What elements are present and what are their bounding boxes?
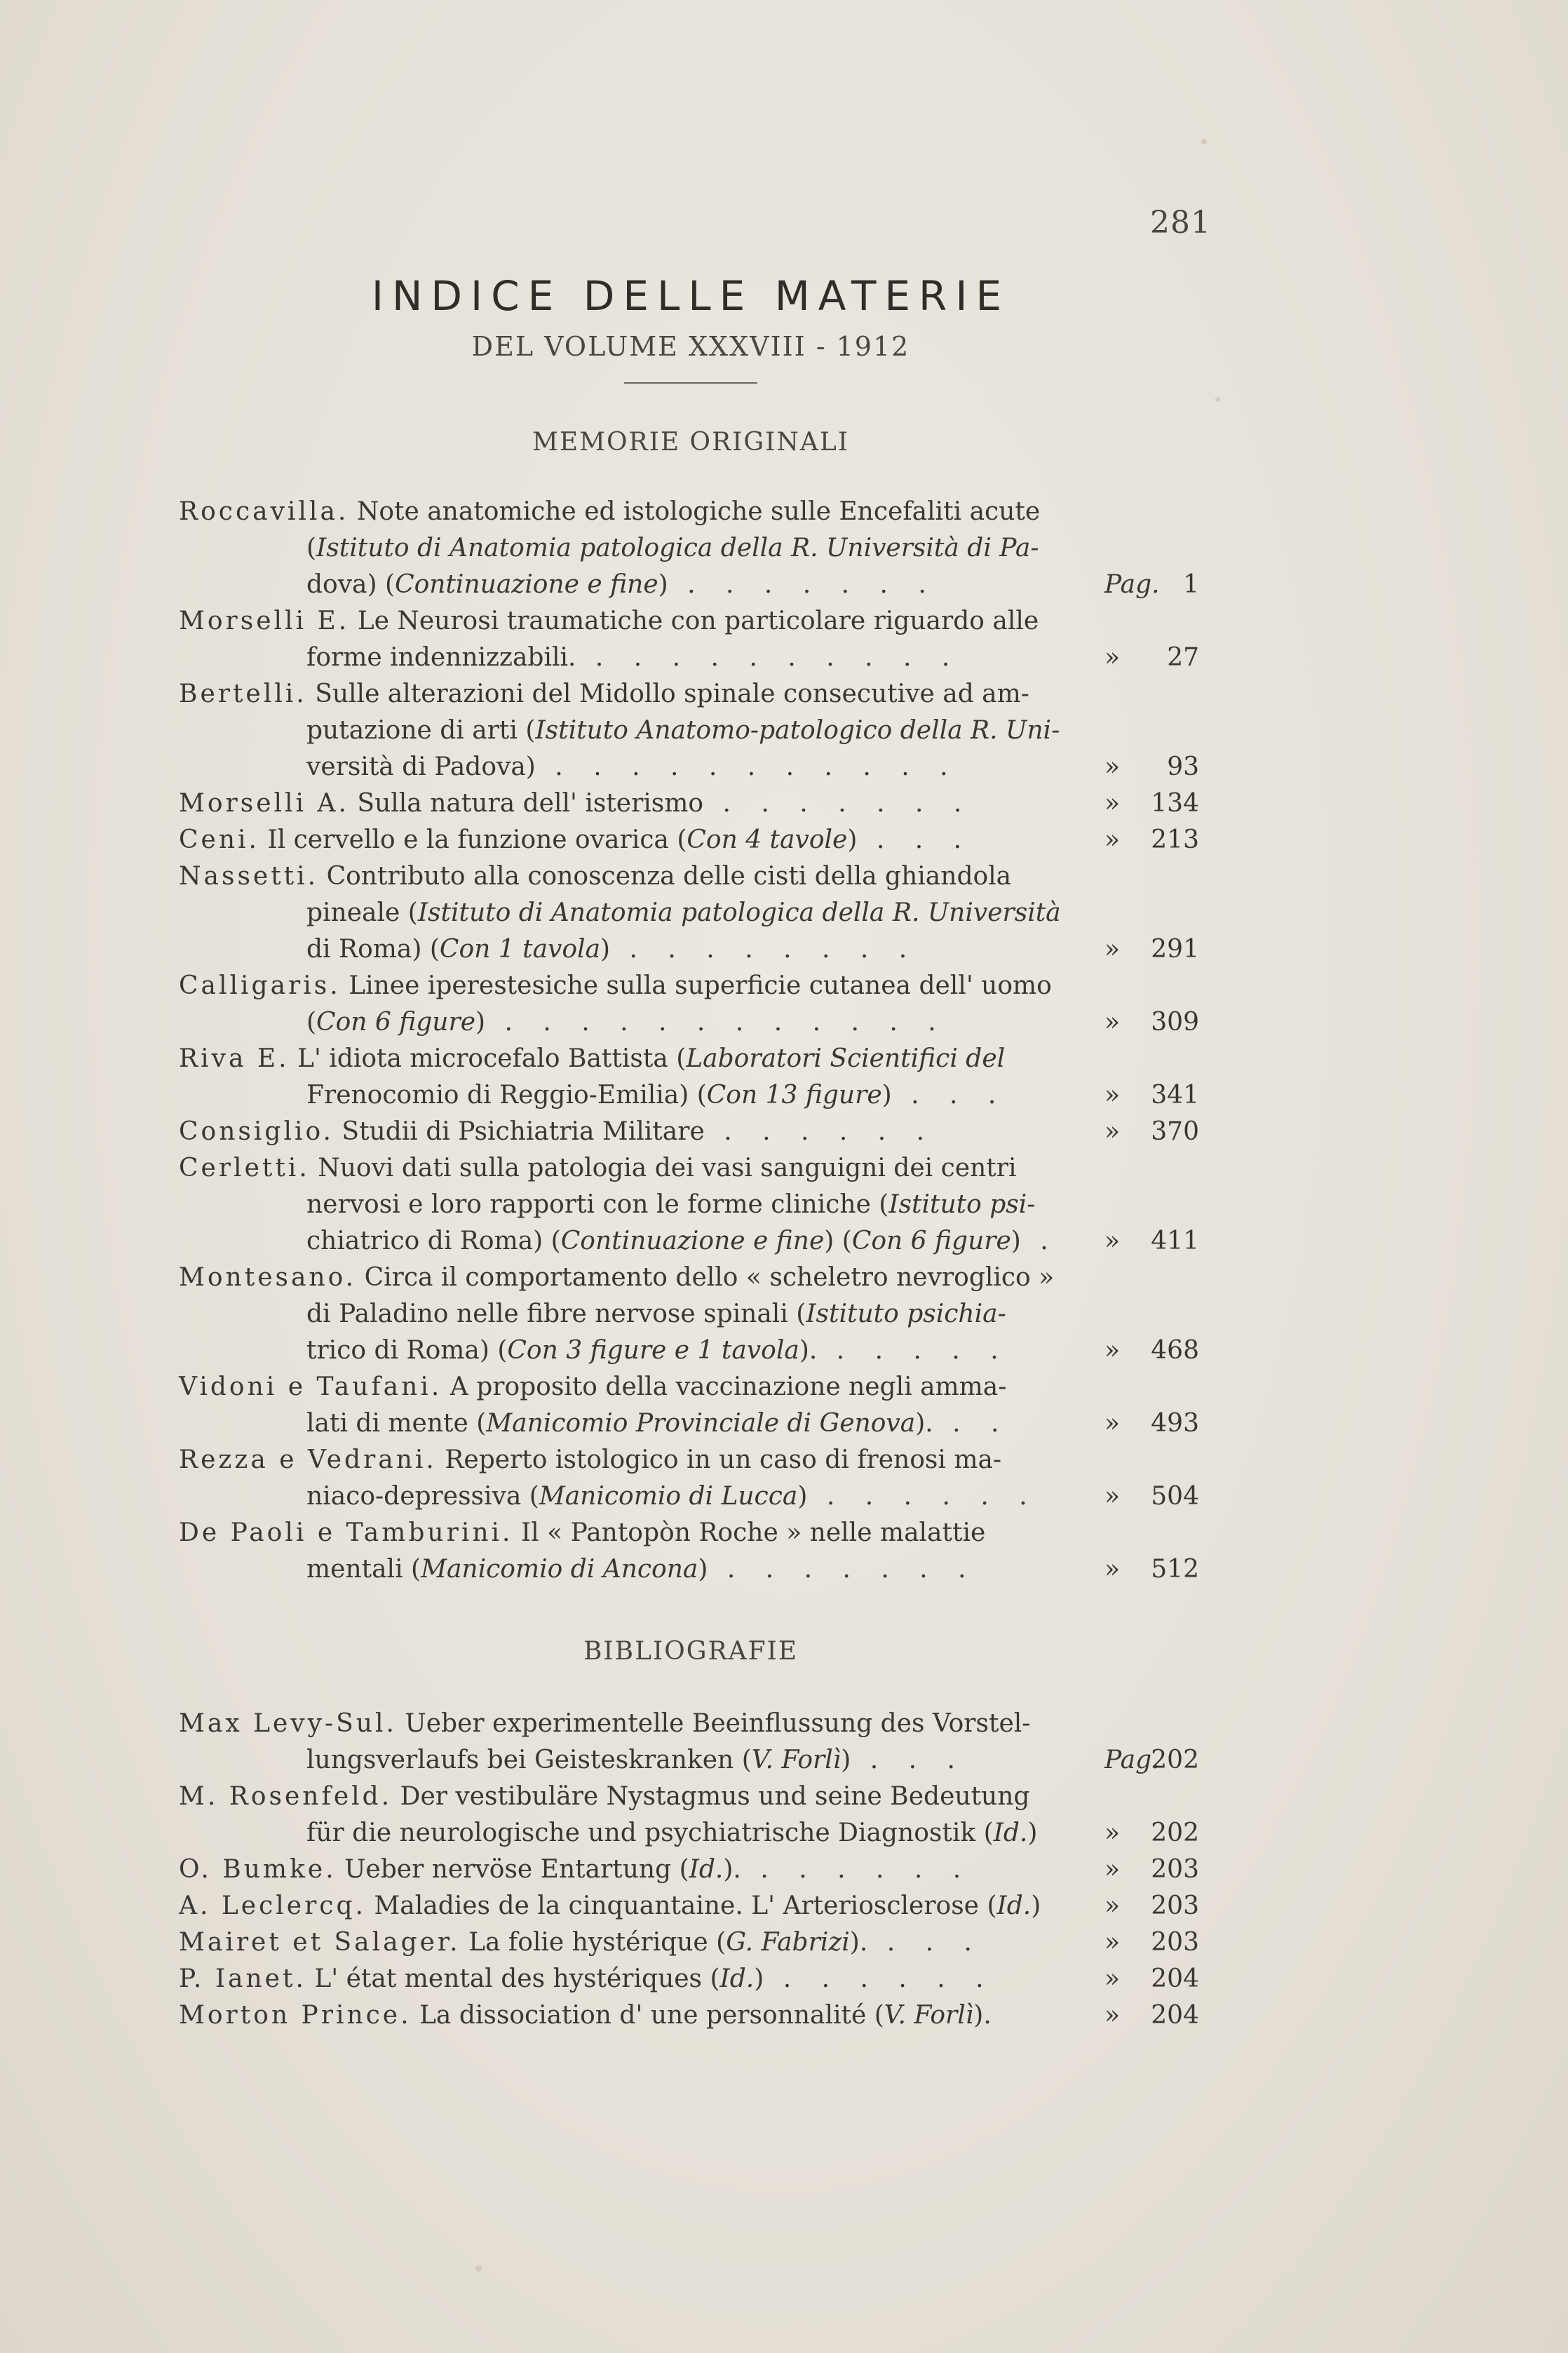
entry-text: Sulla natura dell' isterismo — [357, 789, 704, 818]
entry-author: Rezza e Vedrani. — [179, 1445, 437, 1474]
entry-text: (Con 6 figure) — [306, 1008, 486, 1037]
page-reference — [1104, 1997, 1199, 2034]
page-reference — [1104, 1815, 1199, 1852]
entry-line — [179, 1442, 1199, 1478]
page-number-ref: 202 — [1151, 1746, 1199, 1774]
page-number-ref: 204 — [1151, 2001, 1199, 2030]
page-number-ref: 93 — [1167, 753, 1199, 781]
entry-line — [179, 895, 1199, 931]
entry-author: Morselli E. — [179, 607, 350, 635]
entry-text: Circa il comportamento dello « scheletro nevroglico » — [364, 1263, 1055, 1292]
entry-line — [179, 822, 1199, 858]
entry-line — [179, 1260, 1199, 1296]
entry-author: Morselli A. — [179, 789, 349, 818]
page-title: INDICE DELLE MATERIE — [371, 272, 1011, 320]
index-entry — [179, 1150, 1199, 1260]
page-reference — [1104, 1004, 1199, 1041]
page-reference — [1104, 1961, 1199, 1997]
entry-text: Frenocomio di Reggio-Emilia) (Con 13 figure) — [306, 1081, 892, 1110]
entry-line — [179, 1296, 1199, 1333]
entry-author: A. Leclercq. — [179, 1892, 366, 1920]
page-number-ref: 134 — [1151, 789, 1199, 818]
entry-author: O. Bumke. — [179, 1855, 337, 1884]
entry-line — [179, 603, 1199, 640]
entry-line — [179, 1150, 1199, 1187]
entry-line — [179, 1515, 1199, 1551]
page-reference — [1104, 822, 1199, 858]
page-number-ref: 411 — [1151, 1227, 1199, 1255]
entry-text: Contributo alla conoscenza delle cisti della ghiandola — [326, 862, 1012, 891]
entry-text: L' idiota microcefalo Battista (Laboratori Scientifici del — [297, 1044, 1006, 1073]
page-reference — [1104, 1924, 1199, 1961]
entry-text: Note anatomiche ed istologiche sulle Encefaliti acute — [356, 497, 1041, 526]
entry-author: Morton Prince. — [179, 2001, 412, 2030]
entry-line — [179, 640, 1199, 676]
index-entry — [179, 968, 1199, 1041]
index-entry — [179, 1961, 1199, 1997]
leader-dots: . . . . . . . — [703, 789, 973, 818]
page-mark: Pag. — [1104, 1746, 1160, 1774]
entry-line — [179, 1114, 1199, 1150]
page-reference — [1104, 1223, 1199, 1260]
entry-line — [179, 931, 1199, 968]
entry-text: forme indennizzabili. — [306, 643, 576, 672]
page-reference — [1104, 1551, 1199, 1588]
entry-line — [179, 567, 1199, 603]
page-reference — [1104, 931, 1199, 968]
entry-line — [179, 676, 1199, 713]
entry-text: Il cervello e la funzione ovarica (Con 4 tavole) — [267, 825, 858, 854]
index-entry — [179, 1369, 1199, 1442]
entry-line — [179, 1187, 1199, 1223]
entry-text: putazione di arti (Istituto Anatomo-patologico della R. Uni- — [306, 716, 1060, 745]
entry-text: Maladies de la cinquantaine. L' Arteriosclerose (Id.) — [374, 1892, 1041, 1920]
entry-author: Roccavilla. — [179, 497, 349, 526]
page-number-ref: 291 — [1151, 935, 1199, 964]
index-entry — [179, 603, 1199, 676]
index-entry — [179, 676, 1199, 786]
page-number-ref: 370 — [1151, 1117, 1199, 1146]
entry-text: Nuovi dati sulla patologia dei vasi sanguigni dei centri — [318, 1154, 1017, 1182]
index-entry — [179, 858, 1199, 968]
entry-line — [179, 530, 1199, 567]
page-reference — [1104, 567, 1199, 603]
leader-dots: . . — [933, 1409, 1011, 1438]
index-entry — [179, 822, 1199, 858]
entry-author: Vidoni e Taufani. — [179, 1373, 442, 1401]
entry-line — [179, 786, 1199, 822]
entry-text: Der vestibuläre Nystagmus und seine Bedeutung — [400, 1782, 1030, 1811]
page-mark: » — [1104, 1336, 1121, 1365]
entry-line — [179, 1333, 1199, 1369]
index-entry — [179, 1924, 1199, 1961]
page-mark: » — [1104, 1409, 1121, 1438]
page-number-ref: 1 — [1183, 570, 1199, 599]
section-heading-bibliografie: BIBLIOGRAFIE — [583, 1637, 799, 1666]
index-entry — [179, 1114, 1199, 1150]
leader-dots: . . . . . . . — [708, 1555, 978, 1584]
page-number-ref: 27 — [1167, 643, 1199, 672]
entry-text: Sulle alterazioni del Midollo spinale consecutive ad am- — [315, 680, 1029, 708]
entry-line — [179, 1924, 1199, 1961]
entry-text: Reperto istologico in un caso di frenosi ma- — [445, 1445, 1002, 1474]
page-reference — [1104, 640, 1199, 676]
page-mark: » — [1104, 1117, 1121, 1146]
entry-line — [179, 1223, 1199, 1260]
entry-text: La dissociation d' une personnalité (V. Forlì). — [419, 2001, 992, 2030]
entry-text: di Roma) (Con 1 tavola) — [306, 935, 611, 964]
paper-speck — [1215, 397, 1220, 402]
leader-dots: . . . . . . — [807, 1482, 1039, 1511]
entry-author: M. Rosenfeld. — [179, 1782, 393, 1811]
entry-author: Montesano. — [179, 1263, 357, 1292]
entry-line — [179, 1742, 1199, 1779]
entry-text: nervosi e loro rapporti con le forme cliniche (Istituto psi- — [306, 1190, 1036, 1219]
entry-author: Mairet et Salager. — [179, 1928, 461, 1957]
entry-line — [179, 1041, 1199, 1077]
page-number-ref: 468 — [1151, 1336, 1199, 1365]
page-mark: » — [1104, 1819, 1121, 1847]
entry-text: Linee iperestesiche sulla superficie cutanea dell' uomo — [349, 971, 1052, 1000]
page-mark: » — [1104, 825, 1121, 854]
entry-line — [179, 1551, 1199, 1588]
bibliografie-entry-list — [179, 1706, 1199, 2034]
entry-text: Studii di Psichiatria Militare — [342, 1117, 705, 1146]
index-entry — [179, 1888, 1199, 1924]
entry-author: Bertelli. — [179, 680, 307, 708]
index-entry — [179, 1041, 1199, 1114]
entry-author: De Paoli e Tamburini. — [179, 1518, 513, 1547]
entry-text: A proposito della vaccinazione negli amma- — [450, 1373, 1007, 1401]
entry-line — [179, 1888, 1199, 1924]
entry-text: mentali (Manicomio di Ancona) — [306, 1555, 708, 1584]
index-entry — [179, 786, 1199, 822]
index-entry — [179, 1779, 1199, 1852]
leader-dots: . . . . . . . — [668, 570, 938, 599]
entry-text: lungsverlaufs bei Geisteskranken (V. Forlì) — [306, 1746, 851, 1774]
entry-text: pineale (Istituto di Anatomia patologica della R. Università — [306, 898, 1061, 927]
entry-author: Riva E. — [179, 1044, 290, 1073]
page-mark: » — [1104, 1892, 1121, 1920]
entry-line — [179, 494, 1199, 530]
entry-text: versità di Padova) — [306, 753, 536, 781]
memorie-entry-list — [179, 494, 1199, 1588]
entry-text: trico di Roma) (Con 3 figure e 1 tavola). — [306, 1336, 818, 1365]
index-entry — [179, 1442, 1199, 1515]
paper-speck — [1201, 139, 1207, 144]
page-reference — [1104, 1405, 1199, 1442]
entry-line — [179, 1478, 1199, 1515]
page-mark: » — [1104, 1227, 1121, 1255]
leader-dots: . . . . . . — [741, 1855, 973, 1884]
entry-text: chiatrico di Roma) (Continuazione e fine) (Con 6 figure) — [306, 1227, 1021, 1255]
page-reference — [1104, 1742, 1199, 1779]
leader-dots: . . . . . . . . . . . . — [485, 1008, 947, 1037]
page-number-ref: 512 — [1151, 1555, 1199, 1584]
page-mark: » — [1104, 753, 1121, 781]
leader-dots: . . . — [851, 1746, 966, 1774]
page-reference — [1104, 786, 1199, 822]
page-mark: » — [1104, 2001, 1121, 2030]
page-mark: » — [1104, 1928, 1121, 1957]
index-entry — [179, 494, 1199, 603]
entry-line — [179, 1779, 1199, 1815]
entry-text: niaco-depressiva (Manicomio di Lucca) — [306, 1482, 808, 1511]
entry-author: Ceni. — [179, 825, 259, 854]
page-number-ref: 309 — [1151, 1008, 1199, 1037]
entry-text: Ueber nervöse Entartung (Id.). — [344, 1855, 741, 1884]
page-reference — [1104, 749, 1199, 786]
entry-text: L' état mental des hystériques (Id.) — [314, 1964, 764, 1993]
entry-author: Consiglio. — [179, 1117, 334, 1146]
index-entry — [179, 1706, 1199, 1779]
entry-author: Cerletti. — [179, 1154, 310, 1182]
leader-dots: . . . . . . — [764, 1964, 995, 1993]
page-number: 281 — [1150, 205, 1211, 241]
page-mark: » — [1104, 935, 1121, 964]
entry-text: (Istituto di Anatomia patologica della R. Università di Pa- — [306, 534, 1039, 562]
entry-line — [179, 1997, 1199, 2034]
section-heading-memorie: MEMORIE ORIGINALI — [532, 428, 849, 457]
page-number-ref: 204 — [1151, 1964, 1199, 1993]
leader-dots: . . . . . . . . . . — [576, 643, 961, 672]
paper-speck — [475, 2265, 482, 2272]
entry-line — [179, 1852, 1199, 1888]
page-mark: » — [1104, 1855, 1121, 1884]
entry-text: Ueber experimentelle Beeinflussung des Vorstel- — [405, 1709, 1031, 1738]
entry-line — [179, 858, 1199, 895]
index-entry — [179, 1997, 1199, 2034]
entry-text: lati di mente (Manicomio Provinciale di Genova). — [306, 1409, 933, 1438]
entry-text: für die neurologische und psychiatrische Diagnostik (Id.) — [306, 1819, 1038, 1847]
page-reference — [1104, 1333, 1199, 1369]
leader-dots: . . . — [867, 1928, 983, 1957]
page-reference — [1104, 1478, 1199, 1515]
page-mark: » — [1104, 1081, 1121, 1110]
leader-dots: . . . . . . . . . . . — [535, 753, 959, 781]
entry-line — [179, 1405, 1199, 1442]
page-number-ref: 202 — [1151, 1819, 1199, 1847]
entry-line — [179, 1706, 1199, 1742]
entry-line — [179, 749, 1199, 786]
entry-line — [179, 968, 1199, 1004]
page-reference — [1104, 1114, 1199, 1150]
entry-line — [179, 1004, 1199, 1041]
entry-line — [179, 1815, 1199, 1852]
leader-dots: . . . — [891, 1081, 1008, 1110]
title-divider — [624, 382, 757, 384]
page-mark: » — [1104, 1964, 1121, 1993]
page-mark: Pag. — [1104, 570, 1160, 599]
page-reference — [1104, 1077, 1199, 1114]
page-mark: » — [1104, 643, 1121, 672]
page-reference — [1104, 1852, 1199, 1888]
leader-dots: . . . . . . . . — [610, 935, 919, 964]
entry-author: Calligaris. — [179, 971, 341, 1000]
page-mark: » — [1104, 1008, 1121, 1037]
leader-dots: . . . — [857, 825, 973, 854]
index-entry — [179, 1260, 1199, 1369]
entry-line — [179, 1961, 1199, 1997]
leader-dots: . . . . . . — [704, 1117, 936, 1146]
leader-dots: . . . . . — [817, 1336, 1010, 1365]
entry-text: La folie hystérique (G. Fabrizi). — [468, 1928, 868, 1957]
entry-text: di Paladino nelle fibre nervose spinali (Istituto psichia- — [306, 1300, 1006, 1328]
page-mark: » — [1104, 789, 1121, 818]
entry-text: Il « Pantopòn Roche » nelle malattie — [520, 1518, 986, 1547]
page-subtitle: DEL VOLUME XXXVIII - 1912 — [471, 331, 910, 362]
page-number-ref: 504 — [1151, 1482, 1199, 1511]
index-entry — [179, 1852, 1199, 1888]
page-mark: » — [1104, 1482, 1121, 1511]
page-number-ref: 493 — [1151, 1409, 1199, 1438]
entry-text: dova) (Continuazione e fine) — [306, 570, 668, 599]
entry-line — [179, 713, 1199, 749]
page-number-ref: 203 — [1151, 1892, 1199, 1920]
page-number-ref: 213 — [1151, 825, 1199, 854]
entry-line — [179, 1369, 1199, 1405]
page-mark: » — [1104, 1555, 1121, 1584]
index-entry — [179, 1515, 1199, 1588]
entry-author: P. Ianet. — [179, 1964, 306, 1993]
page-reference — [1104, 1888, 1199, 1924]
entry-author: Nassetti. — [179, 862, 319, 891]
entry-line — [179, 1077, 1199, 1114]
entry-text: Le Neurosi traumatiche con particolare riguardo alle — [357, 607, 1039, 635]
page-number-ref: 203 — [1151, 1855, 1199, 1884]
page-number-ref: 341 — [1151, 1081, 1199, 1110]
leader-dots: . — [1020, 1227, 1060, 1255]
entry-author: Max Levy-Sul. — [179, 1709, 397, 1738]
page-number-ref: 203 — [1151, 1928, 1199, 1957]
